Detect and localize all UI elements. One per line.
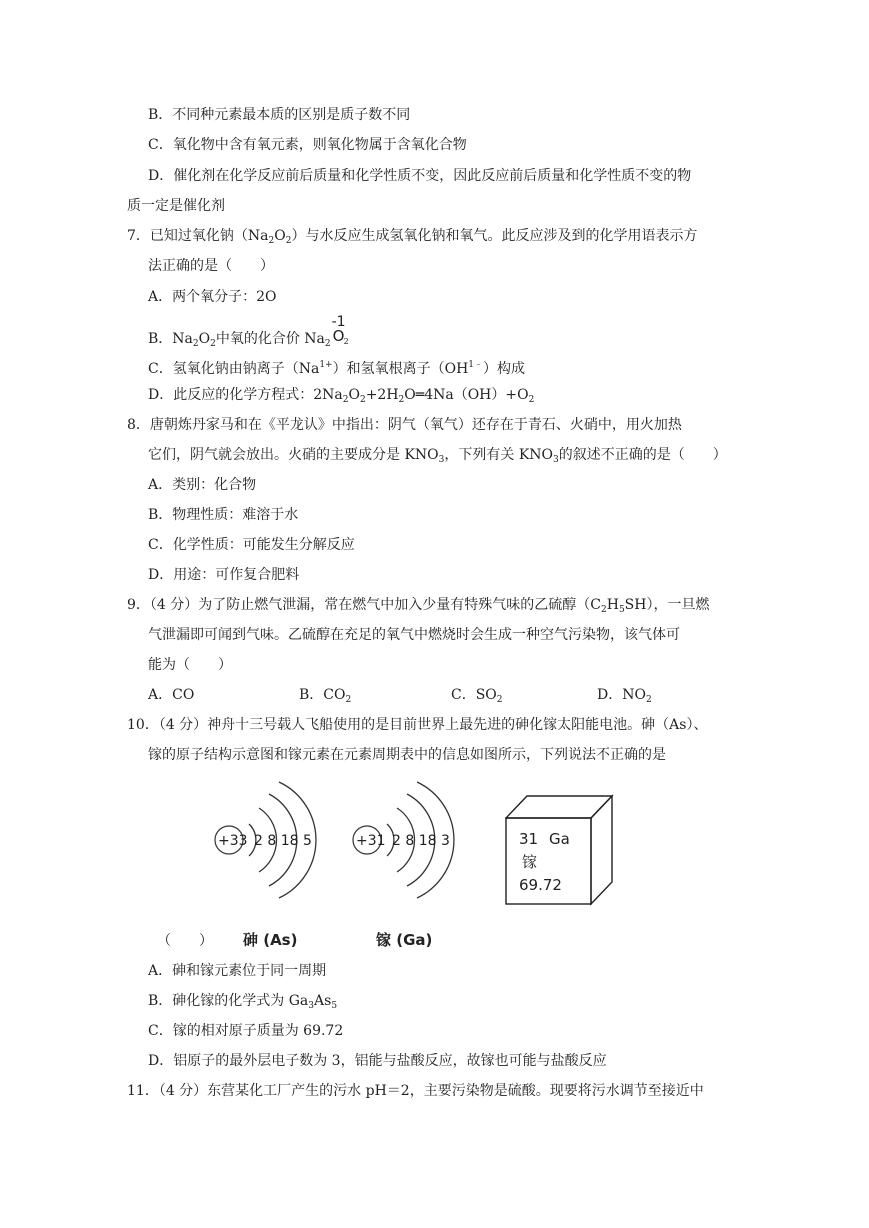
q9-option-c xyxy=(451,686,503,709)
q7-option-b-part: O xyxy=(198,331,211,347)
subscript: 2 xyxy=(268,236,275,246)
electron-counts: 2 8 18 5 xyxy=(254,833,312,849)
q9-stem-part: SH），一旦燃 xyxy=(624,597,710,613)
electron-counts: 2 8 18 3 xyxy=(392,833,450,849)
gallium-label: 镓 (Ga) xyxy=(376,931,433,949)
q10-option-a: A．砷和镓元素位于同一周期 xyxy=(148,963,327,979)
subscript: 2 xyxy=(398,395,405,405)
q10-option-b xyxy=(148,992,337,1015)
subscript: 2 xyxy=(345,695,352,705)
arsenic-atom-diagram xyxy=(205,770,335,900)
q6-option-d-line2: 质一定是催化剂 xyxy=(127,198,225,214)
subscript: 2 xyxy=(600,605,607,615)
q7-option-b-part: B．Na xyxy=(148,331,193,347)
q7-option-c xyxy=(148,356,525,378)
q10-option-c: C．镓的相对原子质量为 69.72 xyxy=(148,1023,344,1039)
q7-stem-line2: 法正确的是（ ） xyxy=(148,258,274,274)
q7-option-d-part: O═4Na（OH）+O xyxy=(404,387,529,403)
q9-stem-line3: 能为（ ） xyxy=(148,657,232,673)
q8-stem-line2 xyxy=(148,446,727,469)
q9-option-c-text: C．SO xyxy=(451,687,497,703)
q11-stem-line1: 11．（4 分）东营某化工厂产生的污水 pH＝2，主要污染物是硫酸。现要将污水调节至接近中 xyxy=(127,1083,704,1099)
valence-element: O xyxy=(332,327,345,345)
q7-option-c-part: ）和氢氧根离子（OH xyxy=(332,361,469,377)
q8-option-c: C．化学性质：可能发生分解反应 xyxy=(148,537,355,553)
subscript: 2 xyxy=(645,695,652,705)
q9-option-d xyxy=(597,686,652,709)
arsenic-label: 砷 (As) xyxy=(243,931,298,949)
subscript: 3 xyxy=(553,455,559,465)
atomic-mass: 69.72 xyxy=(519,876,562,894)
subscript: 2 xyxy=(496,695,503,705)
q9-stem-line2: 气泄漏即可闻到气味。乙硫醇在充足的氧气中燃烧时会生成一种空气污染物，该气体可 xyxy=(148,627,680,643)
subscript: 2 xyxy=(342,395,349,405)
q7-stem-line1 xyxy=(127,227,697,250)
q7-option-b-part: 中氧的化合价 Na xyxy=(215,331,325,347)
subscript: 2 xyxy=(343,337,349,346)
q7-option-d-part: O xyxy=(348,387,360,403)
q8-stem-part: ，下列有关 KNO xyxy=(444,447,554,463)
oxygen-valence-notation xyxy=(331,314,349,346)
q10-option-d: D．铝原子的最外层电子数为 3，铝能与盐酸反应，故镓也可能与盐酸反应 xyxy=(148,1053,607,1069)
q7-stem-part: O xyxy=(274,228,286,244)
q7-option-d-part: +2H xyxy=(365,387,399,403)
q8-option-a: A．类别：化合物 xyxy=(148,477,257,493)
subscript: 5 xyxy=(331,1001,338,1011)
subscript: 2 xyxy=(210,339,216,349)
element-symbol: Ga xyxy=(549,830,570,848)
q8-stem-part: 的叙述不正确的是（ ） xyxy=(558,447,727,463)
q10-stem-line2: 镓的原子结构示意图和镓元素在元素周期表中的信息如图所示，下列说法不正确的是 xyxy=(148,747,666,763)
superscript: 1﹣ xyxy=(468,360,484,370)
q7-stem-part: 7．已知过氧化钠（Na xyxy=(127,228,269,244)
q7-option-a: A．两个氧分子：2O xyxy=(148,289,277,305)
q8-option-b: B．物理性质：难溶于水 xyxy=(148,507,299,523)
nucleus-charge: +33 xyxy=(218,833,248,849)
subscript: 3 xyxy=(308,1001,315,1011)
subscript: 2 xyxy=(192,339,199,349)
subscript: 2 xyxy=(324,339,331,349)
q7-option-c-part: C．氢氧化钠由钠离子（Na xyxy=(148,361,320,377)
q7-option-c-part: ）构成 xyxy=(483,361,526,377)
nucleus-charge: +31 xyxy=(356,833,386,849)
q10-stem-line1: 10．（4 分）神舟十三号载人飞船使用的是目前世界上最先进的砷化镓太阳能电池。砷（As）、 xyxy=(127,717,708,733)
cell-side-face xyxy=(591,796,612,904)
q9-stem-part: H xyxy=(606,597,619,613)
q6-option-c: C．氧化物中含有氧元素，则氧化物属于含氧化合物 xyxy=(148,137,467,153)
q9-stem-part: 9．（4 分）为了防止燃气泄漏，常在燃气中加入少量有特殊气味的乙硫醇（C xyxy=(127,597,601,613)
atomic-number: 31 xyxy=(519,830,539,848)
q7-option-d xyxy=(148,386,534,409)
q9-option-a: A．CO xyxy=(148,687,195,703)
subscript: 2 xyxy=(285,236,292,246)
gallium-atom-diagram xyxy=(343,770,473,900)
q6-option-b: B．不同种元素最本质的区别是质子数不同 xyxy=(148,107,411,123)
q9-option-b-text: B．CO xyxy=(299,687,346,703)
q7-stem-part: ）与水反应生成氢氧化钠和氧气。此反应涉及到的化学用语表示方 xyxy=(291,228,698,244)
q9-option-b xyxy=(299,686,351,709)
element-name: 镓 xyxy=(522,853,538,871)
q8-option-d: D．用途：可作复合肥料 xyxy=(148,567,300,583)
q10-option-b-part: B．砷化镓的化学式为 Ga xyxy=(148,993,309,1009)
gallium-periodic-cell xyxy=(505,794,615,906)
q7-option-b xyxy=(148,314,349,353)
q8-stem-line1: 8．唐朝炼丹家马和在《平龙认》中指出：阴气（氧气）还存在于青石、火硝中，用火加热 xyxy=(127,417,682,433)
q9-options-row xyxy=(148,686,708,706)
subscript: 5 xyxy=(618,605,625,615)
q7-option-d-part: D．此反应的化学方程式：2Na xyxy=(148,387,343,403)
q9-option-d-text: D．NO xyxy=(597,687,646,703)
cell-top-face xyxy=(506,796,612,818)
q10-answer-blank: （ ） xyxy=(157,933,213,949)
subscript: 2 xyxy=(528,395,535,405)
q10-option-b-part: As xyxy=(314,993,332,1009)
q6-option-d-line1: D．催化剂在化学反应前后质量和化学性质不变，因此反应前后质量和化学性质不变的物 xyxy=(148,168,692,184)
subscript: 3 xyxy=(438,455,445,465)
subscript: 2 xyxy=(359,395,366,405)
q9-stem-line1 xyxy=(127,596,709,619)
superscript: 1+ xyxy=(319,360,333,370)
q8-stem-part: 它们，阴气就会放出。火硝的主要成分是 KNO xyxy=(148,447,439,463)
valence-number: -1 xyxy=(331,314,346,330)
